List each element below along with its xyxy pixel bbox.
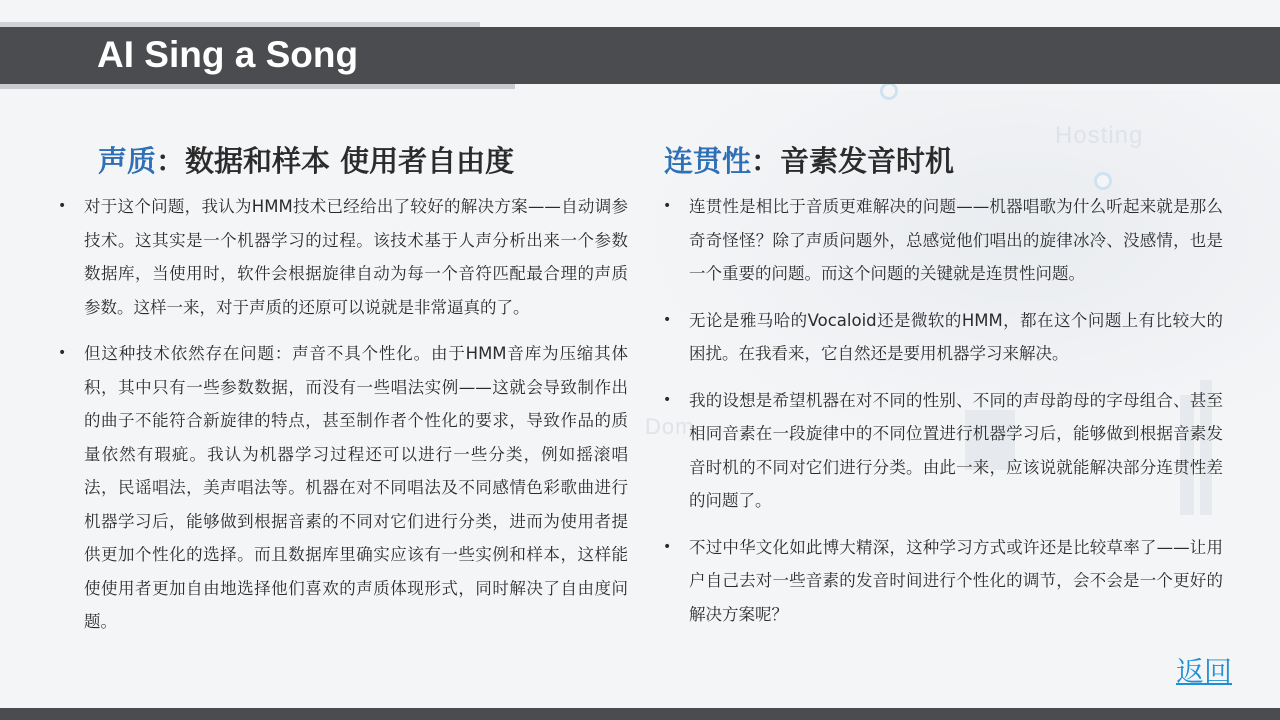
- list-item: [663, 531, 1223, 632]
- bottom-bar: [0, 708, 1280, 720]
- background-dom-text: Dom: [645, 414, 695, 439]
- left-heading-rest: ：数据和样本 使用者自由度: [156, 144, 515, 178]
- list-item: [663, 384, 1223, 518]
- list-item: [663, 304, 1223, 371]
- bullet-icon: •: [663, 538, 672, 555]
- bullet-text: 不过中华文化如此博大精深，这种学习方式或许还是比较草率了——让用户自己去对一些音素的发音时间进行个性化的调节，会不会是一个更好的解决方案呢？: [689, 537, 1223, 624]
- location-pin-icon: [1094, 172, 1112, 190]
- slide-title: AI Sing a Song: [97, 34, 359, 75]
- bullet-text: 我的设想是希望机器在对不同的性别、不同的声母韵母的字母组合、甚至相同音素在一段旋律中的不同位置进行机器学习后，能够做到根据音素发音时机的不同对它们进行分类。由此一来，应该说就能解决部分连贯性差的问题了。: [689, 390, 1223, 510]
- list-item: [58, 190, 628, 324]
- left-column-heading: [98, 143, 514, 179]
- bullet-text: 连贯性是相比于音质更难解决的问题——机器唱歌为什么听起来就是那么奇奇怪怪？除了声质问题外，总感觉他们唱出的旋律冰冷、没感情，也是一个重要的问题。而这个问题的关键就是连贯性问题。: [689, 197, 1223, 283]
- bullet-icon: •: [58, 198, 67, 214]
- bullet-text: 无论是雅马哈的Vocaloid还是微软的HMM，都在这个问题上有比较大的困扰。在我看来，它自然还是要用机器学习来解决。: [689, 310, 1223, 363]
- list-item: [58, 337, 628, 639]
- bullet-text: 但这种技术依然存在问题：声音不具个性化。由于HMM音库为压缩其体积，其中只有一些参数数据，而没有一些唱法实例——这就会导致制作出的曲子不能符合新旋律的特点，甚至制作者个性化的要求，导致作品的质量依然有瑕疵。我认为机器学习过程还可以进行一些分类，例如摇滚唱法，民谣唱法，美声唱法等。机器在对不同唱法及不同感情色彩歌曲进行机器学习后，能够做到根据音素的不同对它们进行分类，进而为使用者提供更加个性化的选择。而且数据库里确实应该有一些实例和样本，这样能使使用者更加自由地选择他们喜欢的声质体现形式，同时解决了自由度问题。: [84, 344, 628, 631]
- bullet-icon: •: [663, 391, 672, 408]
- bullet-icon: •: [58, 345, 67, 361]
- left-bullet-list: [58, 190, 628, 652]
- left-heading-key: 声质: [98, 144, 157, 178]
- right-heading-key: 连贯性: [664, 144, 752, 178]
- location-pin-icon: [880, 82, 898, 100]
- bullet-icon: •: [663, 311, 672, 328]
- bullet-icon: •: [663, 198, 672, 214]
- back-link[interactable]: 返回: [1176, 655, 1233, 688]
- list-item: [663, 190, 1223, 291]
- right-column-heading: [664, 143, 954, 179]
- bullet-text: 对于这个问题，我认为HMM技术已经给出了较好的解决方案——自动调参技术。这其实是一个机器学习的过程。该技术基于人声分析出来一个参数数据库，当使用时，软件会根据旋律自动为每一个音符匹配最合理的声质参数。这样一来，对于声质的还原可以说就是非常逼真的了。: [84, 197, 628, 317]
- right-bullet-list: [663, 190, 1223, 644]
- background-hosting-text: Hosting: [1055, 122, 1144, 149]
- title-accent-line: [0, 84, 515, 89]
- right-heading-rest: ：音素发音时机: [751, 144, 955, 178]
